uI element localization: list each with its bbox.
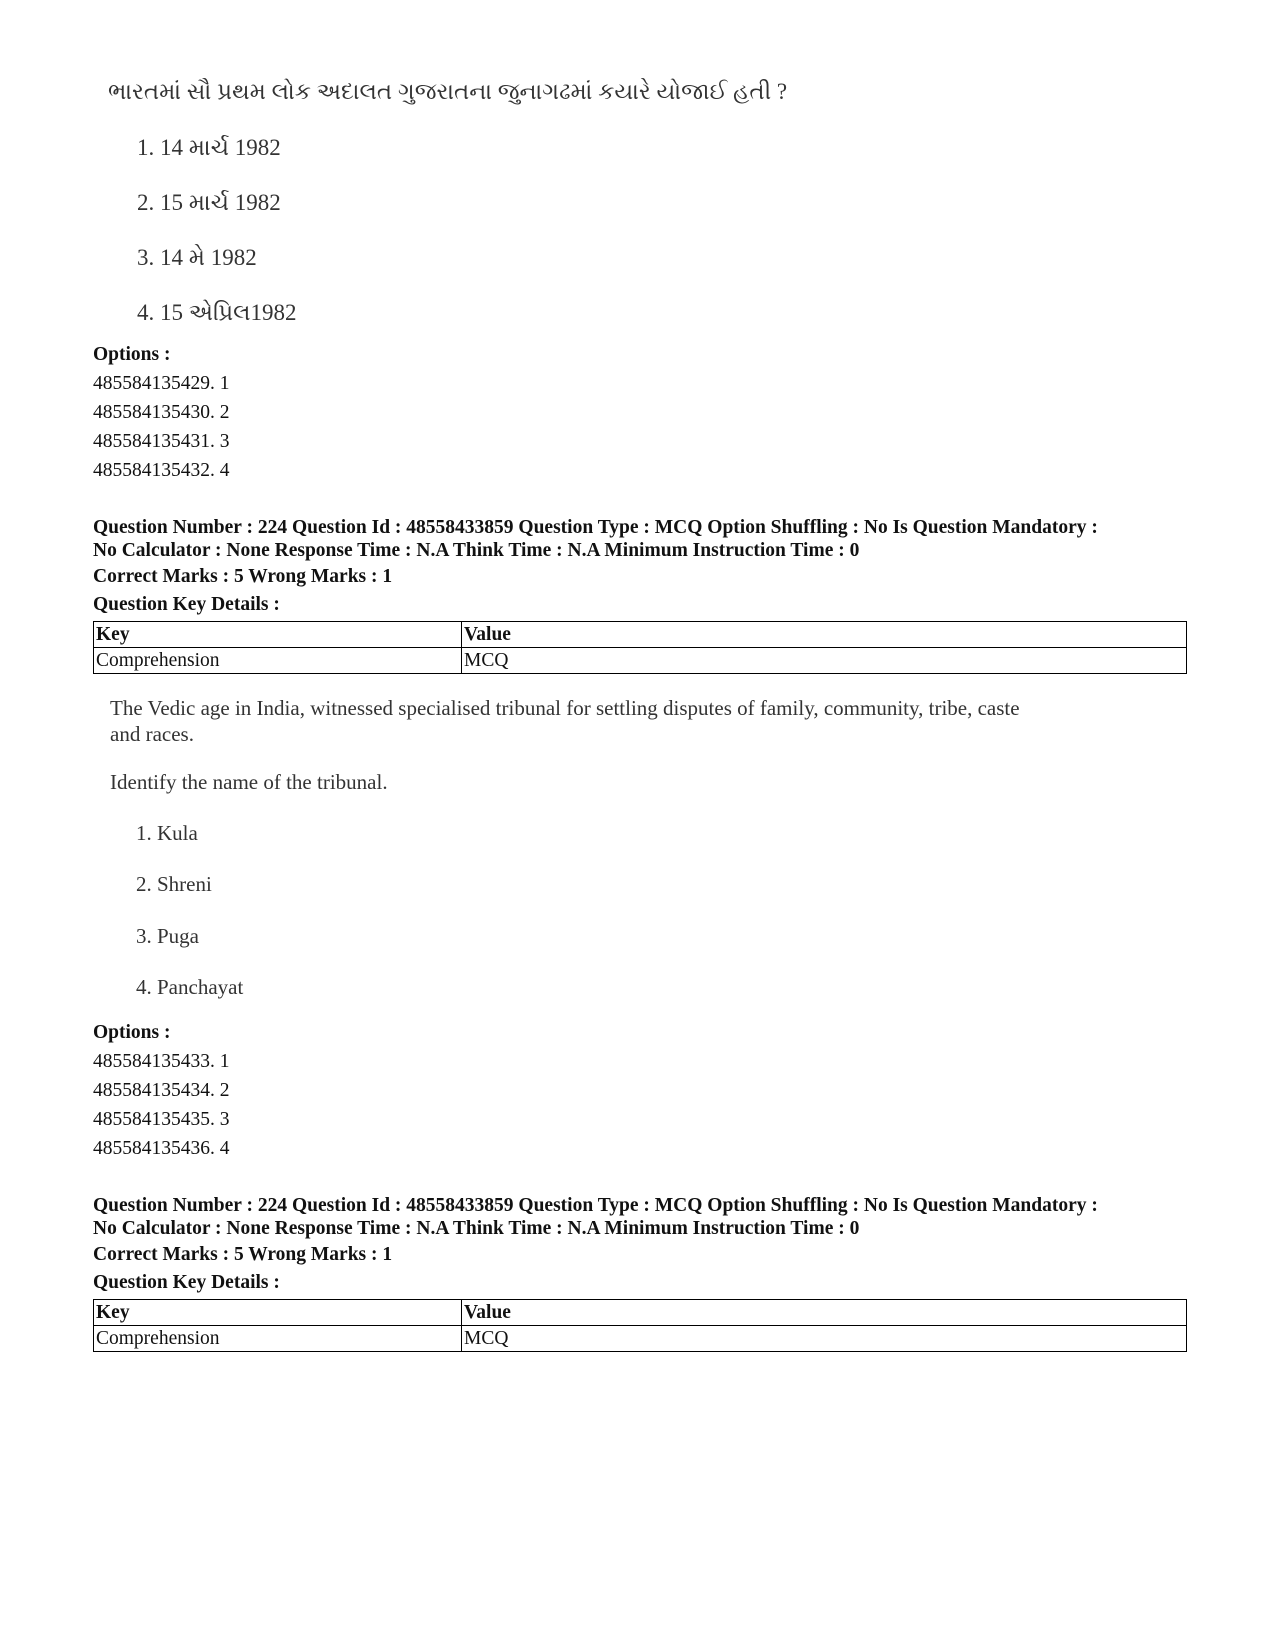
meta-line-2: No Calculator : None Response Time : N.A Think Time : N.A Minimum Instruction Time : 0 [93, 540, 860, 561]
table-header-row [94, 1300, 1187, 1326]
question-2-choice-2: 2. Shreni [136, 872, 212, 896]
option-row: 485584135429. 1 [93, 373, 230, 394]
marks-1: Correct Marks : 5 Wrong Marks : 1 [93, 566, 393, 587]
option-row: 485584135433. 1 [93, 1051, 230, 1072]
key-table-1 [93, 621, 1187, 674]
options-label: Options : [93, 344, 171, 365]
option-row: 485584135434. 2 [93, 1080, 230, 1101]
cell-value: MCQ [462, 1326, 1187, 1352]
table-row [94, 648, 1187, 674]
cell-key: Comprehension [94, 1326, 462, 1352]
cell-value: MCQ [462, 648, 1187, 674]
question-1-choice-1: 1. 14 માર્ચ 1982 [137, 135, 281, 160]
option-row: 485584135431. 3 [93, 431, 230, 452]
option-row: 485584135432. 4 [93, 460, 230, 481]
question-2-options [93, 1018, 230, 1163]
option-row: 485584135436. 4 [93, 1138, 230, 1159]
key-details-label-1: Question Key Details : [93, 594, 280, 615]
question-1-stem: ભારતમાં સૌ પ્રથમ લોક અદાલત ગુજરાતના જુનાગઢમાં કયારે યોજાઈ હતી ? [108, 79, 788, 104]
header-key: Key [94, 622, 462, 648]
meta-line-1: Question Number : 224 Question Id : 48558433859 Question Type : MCQ Option Shuffling : No Is Question Mandatory : [93, 1195, 1098, 1216]
key-details-label-2: Question Key Details : [93, 1272, 280, 1293]
table-header-row [94, 622, 1187, 648]
question-meta-1 [93, 516, 1203, 562]
marks-2: Correct Marks : 5 Wrong Marks : 1 [93, 1244, 393, 1265]
meta-line-2: No Calculator : None Response Time : N.A Think Time : N.A Minimum Instruction Time : 0 [93, 1218, 860, 1239]
question-1-choice-3: 3. 14 મે 1982 [137, 245, 257, 270]
question-1-choice-4: 4. 15 એપ્રિલ1982 [137, 300, 297, 325]
option-row: 485584135430. 2 [93, 402, 230, 423]
question-1-options [93, 340, 230, 485]
header-key: Key [94, 1300, 462, 1326]
header-value: Value [462, 622, 1187, 648]
question-2-stem-line-1: The Vedic age in India, witnessed specialised tribunal for settling disputes of family, community, tribe, caste [110, 696, 1020, 720]
cell-key: Comprehension [94, 648, 462, 674]
header-value: Value [462, 1300, 1187, 1326]
question-meta-2 [93, 1194, 1203, 1240]
question-2-choice-3: 3. Puga [136, 924, 199, 948]
options-label: Options : [93, 1022, 171, 1043]
question-2-choice-1: 1. Kula [136, 821, 198, 845]
question-2-stem-line-3: Identify the name of the tribunal. [110, 770, 388, 794]
key-table-2 [93, 1299, 1187, 1352]
question-2-choice-4: 4. Panchayat [136, 975, 244, 999]
question-2-stem-line-2: and races. [110, 722, 194, 746]
table-row [94, 1326, 1187, 1352]
option-row: 485584135435. 3 [93, 1109, 230, 1130]
question-1-choice-2: 2. 15 માર્ચ 1982 [137, 190, 281, 215]
meta-line-1: Question Number : 224 Question Id : 48558433859 Question Type : MCQ Option Shuffling : No Is Question Mandatory : [93, 517, 1098, 538]
